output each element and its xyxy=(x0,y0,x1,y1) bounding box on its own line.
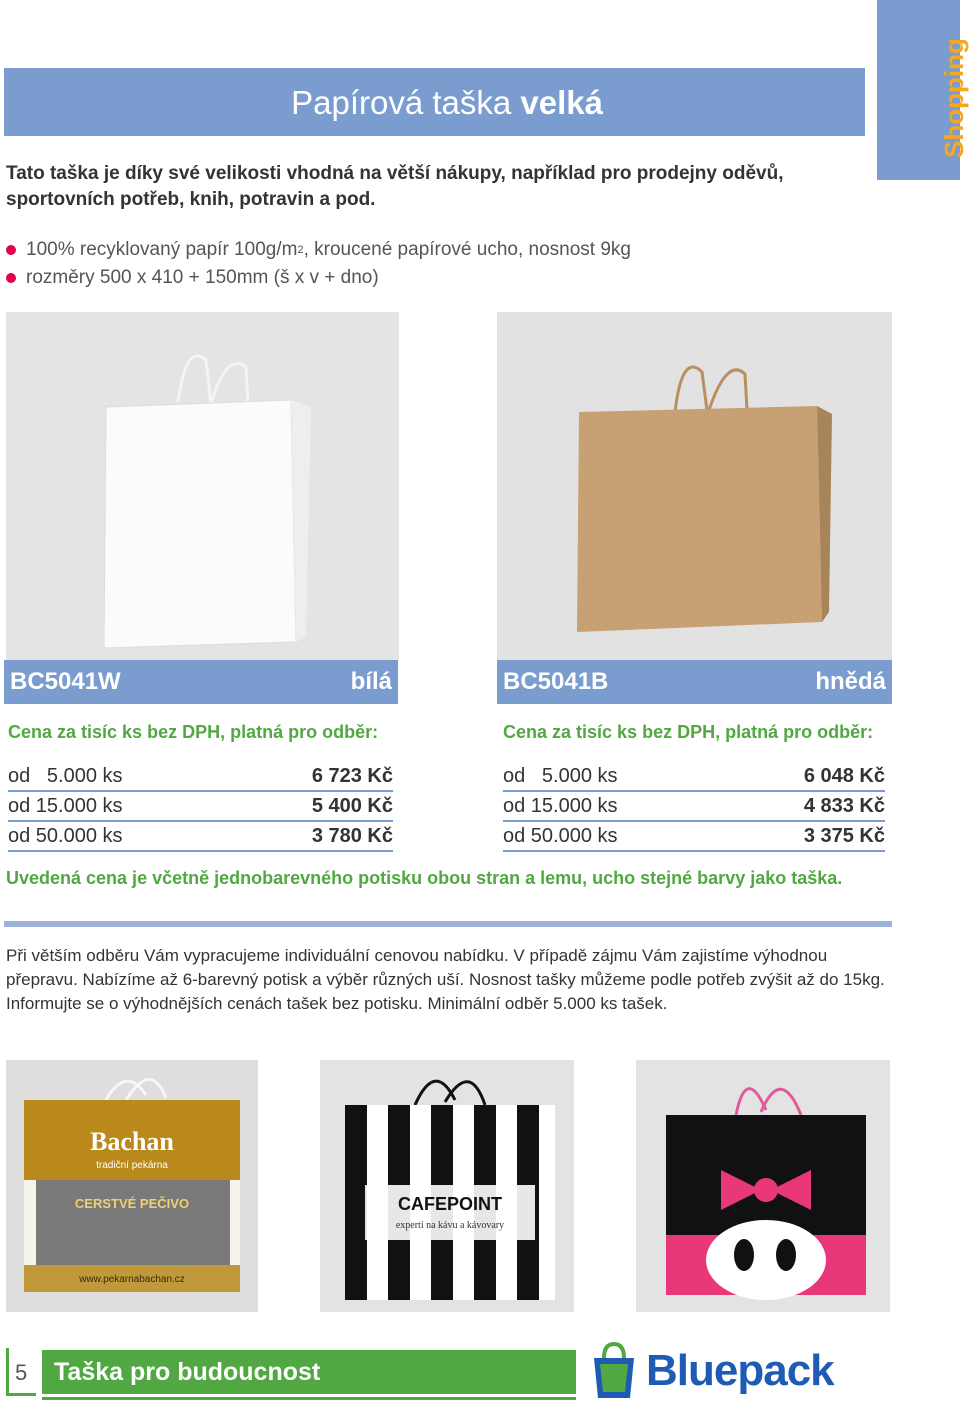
product-color: bílá xyxy=(350,668,392,695)
sample-minnie-photo xyxy=(636,1060,890,1312)
white-bag-photo xyxy=(6,312,399,660)
divider xyxy=(4,921,892,927)
price-row: od 15.000 ks 5 400 Kč xyxy=(8,792,393,822)
title-bar xyxy=(4,68,865,136)
bag-logo-icon xyxy=(590,1340,638,1402)
product-bar-brown xyxy=(497,660,892,704)
intro-text: Tato taška je díky své velikosti vhodná na větší nákupy, například pro prodejny oděvů, sportovních potřeb, knih, potravin a pod. xyxy=(6,163,784,210)
page-title: Papírová taška velká xyxy=(291,84,603,121)
footer-tagline: Taška pro budoucnost xyxy=(42,1350,576,1394)
price-heading: Cena za tisíc ks bez DPH, platná pro odběr: xyxy=(503,722,874,742)
feature-item: rozměry 500 x 410 + 150mm (š x v + dno) xyxy=(6,264,631,292)
brown-bag-image xyxy=(497,312,892,660)
price-row: od 15.000 ks 4 833 Kč xyxy=(503,792,885,822)
sample-bachan-photo xyxy=(6,1060,258,1312)
shopping-tab[interactable] xyxy=(877,0,969,180)
feature-list xyxy=(6,236,631,292)
cafepoint-brand: CAFEPOINT xyxy=(397,1194,503,1214)
bachan-bag-image xyxy=(6,1060,258,1312)
logo-text: Bluepack xyxy=(646,1346,834,1395)
white-bag-image xyxy=(6,312,399,660)
bluepack-logo xyxy=(590,1338,890,1404)
price-row: od 5.000 ks 6 048 Kč xyxy=(503,762,885,792)
shopping-tab-label: Shopping xyxy=(939,38,969,158)
bachan-url: www.pekarnabachan.cz xyxy=(79,1274,185,1285)
price-row: od 5.000 ks 6 723 Kč xyxy=(8,762,393,792)
product-code: BC5041B xyxy=(503,668,609,695)
price-table-brown xyxy=(503,762,885,852)
sample-cafepoint-photo xyxy=(320,1060,574,1312)
info-paragraph: Při větším odběru Vám vypracujeme individuální cenovou nabídku. V případě zájmu Vám zajistíme výhodnou přepravu. Nabízíme až 6-barevný potisk a výběr různých uší. Nosnost tašky můžeme podle potřeb zvýšit až do 15kg. Informujte se o výhodnějších cenách tašek bez potisku. Minimální odběr 5.000 ks tašek. xyxy=(6,946,885,1013)
price-row: od 50.000 ks 3 375 Kč xyxy=(503,822,885,852)
bachan-sub: tradiční pekárna xyxy=(96,1160,168,1171)
product-code: BC5041W xyxy=(10,668,121,695)
price-row: od 50.000 ks 3 780 Kč xyxy=(8,822,393,852)
feature-item: 100% recyklovaný papír 100g/m 2 , kroucené papírové ucho, nosnost 9kg xyxy=(6,236,631,264)
price-heading: Cena za tisíc ks bez DPH, platná pro odběr: xyxy=(8,722,379,742)
price-note: Uvedená cena je včetně jednobarevného potisku obou stran a lemu, ucho stejné barvy jako taška. xyxy=(6,868,843,888)
page-number: 5 xyxy=(6,1348,36,1396)
price-table-white xyxy=(8,762,393,852)
bachan-slogan: CERSTVÉ PEČIVO xyxy=(74,1196,190,1211)
bullet-dot-icon xyxy=(6,273,16,283)
product-bar-white xyxy=(4,660,398,704)
product-color: hnědá xyxy=(815,668,886,695)
footer-underline xyxy=(42,1397,576,1400)
bullet-dot-icon xyxy=(6,245,16,255)
cafepoint-bag-image xyxy=(320,1060,574,1312)
cafepoint-sub: experti na kávu a kávovary xyxy=(395,1220,505,1231)
bachan-brand: Bachan xyxy=(90,1127,174,1156)
minnie-bag-image xyxy=(636,1060,890,1312)
brown-bag-photo xyxy=(497,312,892,660)
